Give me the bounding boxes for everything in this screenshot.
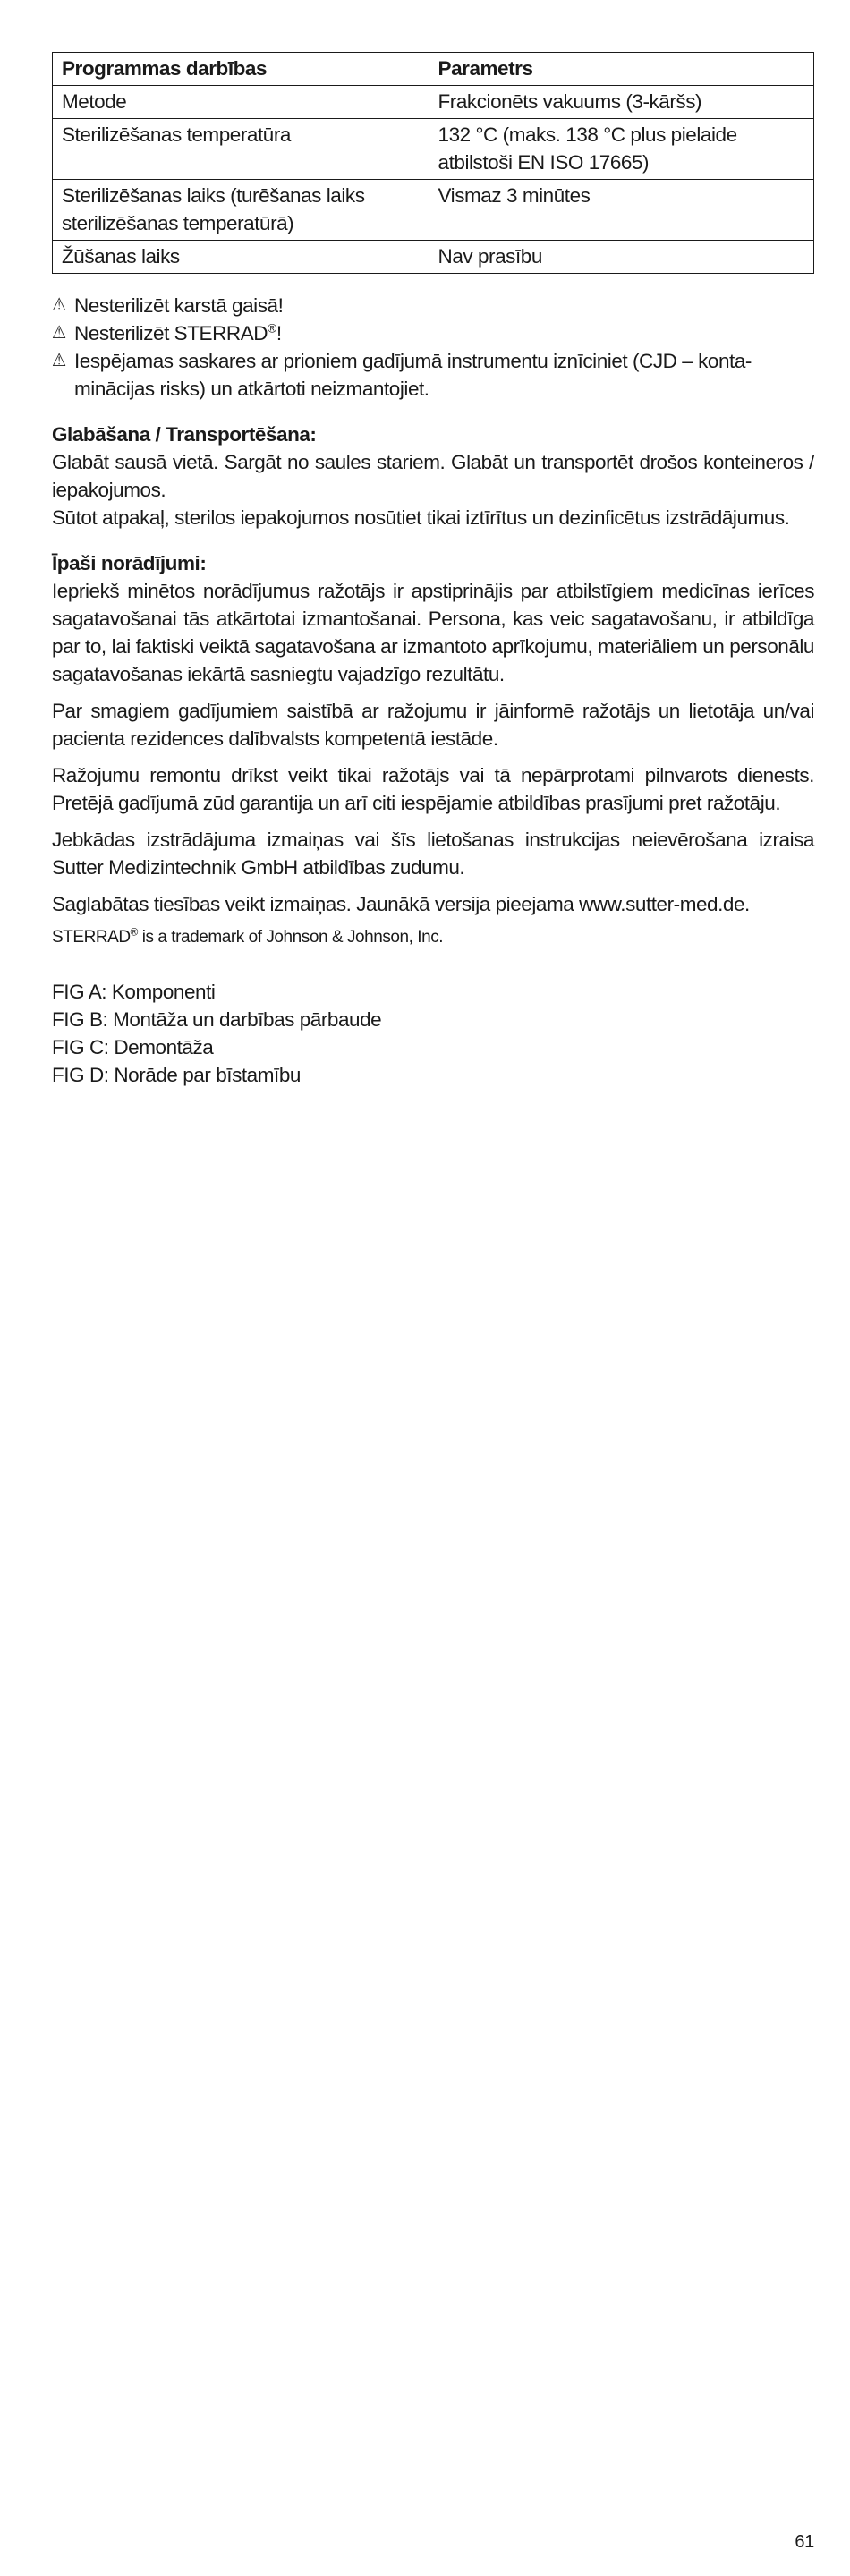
notes-paragraph: Ražojumu remontu drīkst veikt tikai ražotājs vai tā nepārprotami pilnvarots dienests. Pretējā gadījumā zūd garantija un arī citi iespējamie atbildības prasījumi pret ražotāju. xyxy=(52,764,814,814)
table-header-cell: Programmas darbības xyxy=(53,53,429,86)
warning-triangle-icon: ⚠ xyxy=(52,323,66,343)
table-cell: Sterilizēšanas temperatūra xyxy=(53,119,429,180)
warning-text xyxy=(74,322,282,344)
program-parameters-table xyxy=(52,52,814,274)
table-cell: Nav prasību xyxy=(429,241,813,274)
notes-paragraph: Par smagiem gadījumiem saistībā ar ražojumu ir jāinformē ražotājs un lietotāja un/vai pacienta rezidences dalībvalsts kompetentā iestāde. xyxy=(52,700,814,750)
figure-caption: FIG A: Komponenti xyxy=(52,981,216,1003)
trademark-text: is a trademark of Johnson & Johnson, Inc. xyxy=(137,928,444,947)
warning-item xyxy=(52,292,814,319)
warning-item xyxy=(52,319,814,347)
warning-item xyxy=(52,347,814,403)
table-row xyxy=(53,180,814,241)
warning-text-suffix: ! xyxy=(276,322,282,344)
registered-mark: ® xyxy=(268,320,276,336)
table-cell: 132 °C (maks. 138 °C plus pielaide atbilstoši EN ISO 17665) xyxy=(429,119,813,180)
table-header-cell: Parametrs xyxy=(429,53,813,86)
table-header-row xyxy=(53,53,814,86)
warning-triangle-icon: ⚠ xyxy=(52,295,66,315)
notes-paragraph: Iepriekš minētos norādījumus ražotājs ir apstiprinājis par atbilstīgiem medicīnas ierīces sagatavošanai tās atkārtotai izmantošanai. Persona, kas veic sagatavošanu, ir atbildīga par to, lai faktiski veiktā sagatavošana ar izmantoto aprīkojumu, materiāliem un personālu sagatavošanas iekārtā sasniegtu vajadzīgo rezultātu. xyxy=(52,580,814,685)
warning-text-main: Nesterilizēt STERRAD xyxy=(74,322,268,344)
special-notes-section xyxy=(52,549,814,949)
table-row xyxy=(53,86,814,119)
storage-heading: Glabāšana / Transportēšana: xyxy=(52,423,317,446)
storage-paragraph: Glabāt sausā vietā. Sargāt no saules stariem. Glabāt un transportēt drošos konteineros / iepakojumos. xyxy=(52,451,814,501)
table-row xyxy=(53,241,814,274)
table-cell: Žūšanas laiks xyxy=(53,241,429,274)
figure-list xyxy=(52,978,814,1089)
table-cell: Frakcionēts vakuums (3-kāršs) xyxy=(429,86,813,119)
registered-mark: ® xyxy=(130,926,138,939)
warning-triangle-icon: ⚠ xyxy=(52,351,66,370)
trademark-brand: STERRAD xyxy=(52,928,131,947)
notes-paragraph: Jebkādas izstrādājuma izmaiņas vai šīs lietošanas instrukcijas neievērošana izraisa Sutter Medizintechnik GmbH atbildības zudumu. xyxy=(52,829,814,879)
figure-caption: FIG C: Demontāža xyxy=(52,1036,214,1058)
special-notes-heading: Īpaši norādījumi: xyxy=(52,552,207,574)
warning-list xyxy=(52,292,814,403)
trademark-note xyxy=(52,925,814,949)
table-cell: Vismaz 3 minūtes xyxy=(429,180,813,241)
table-cell: Metode xyxy=(53,86,429,119)
page-number: 61 xyxy=(795,2532,814,2552)
figure-caption: FIG D: Norāde par bīstamību xyxy=(52,1064,301,1086)
storage-section xyxy=(52,421,814,531)
figure-caption: FIG B: Montāža un darbības pārbaude xyxy=(52,1008,382,1031)
warning-text: Nesterilizēt karstā gaisā! xyxy=(74,294,284,317)
document-page xyxy=(52,52,814,1089)
storage-paragraph: Sūtot atpakaļ, sterilos iepakojumos nosūtiet tikai iztīrītus un dezinficētus izstrādājumus. xyxy=(52,506,790,529)
notes-paragraph: Saglabātas tiesības veikt izmaiņas. Jaunākā versija pieejama www.sutter-med.de. xyxy=(52,893,750,915)
warning-text: Iespējamas saskares ar prioniem gadījumā instrumentu iznīciniet (CJD – kontaminācijas risks) un atkārtoti neizmantojiet. xyxy=(74,350,752,400)
table-row xyxy=(53,119,814,180)
table-cell: Sterilizēšanas laiks (turēšanas laiks sterilizēšanas temperatūrā) xyxy=(53,180,429,241)
